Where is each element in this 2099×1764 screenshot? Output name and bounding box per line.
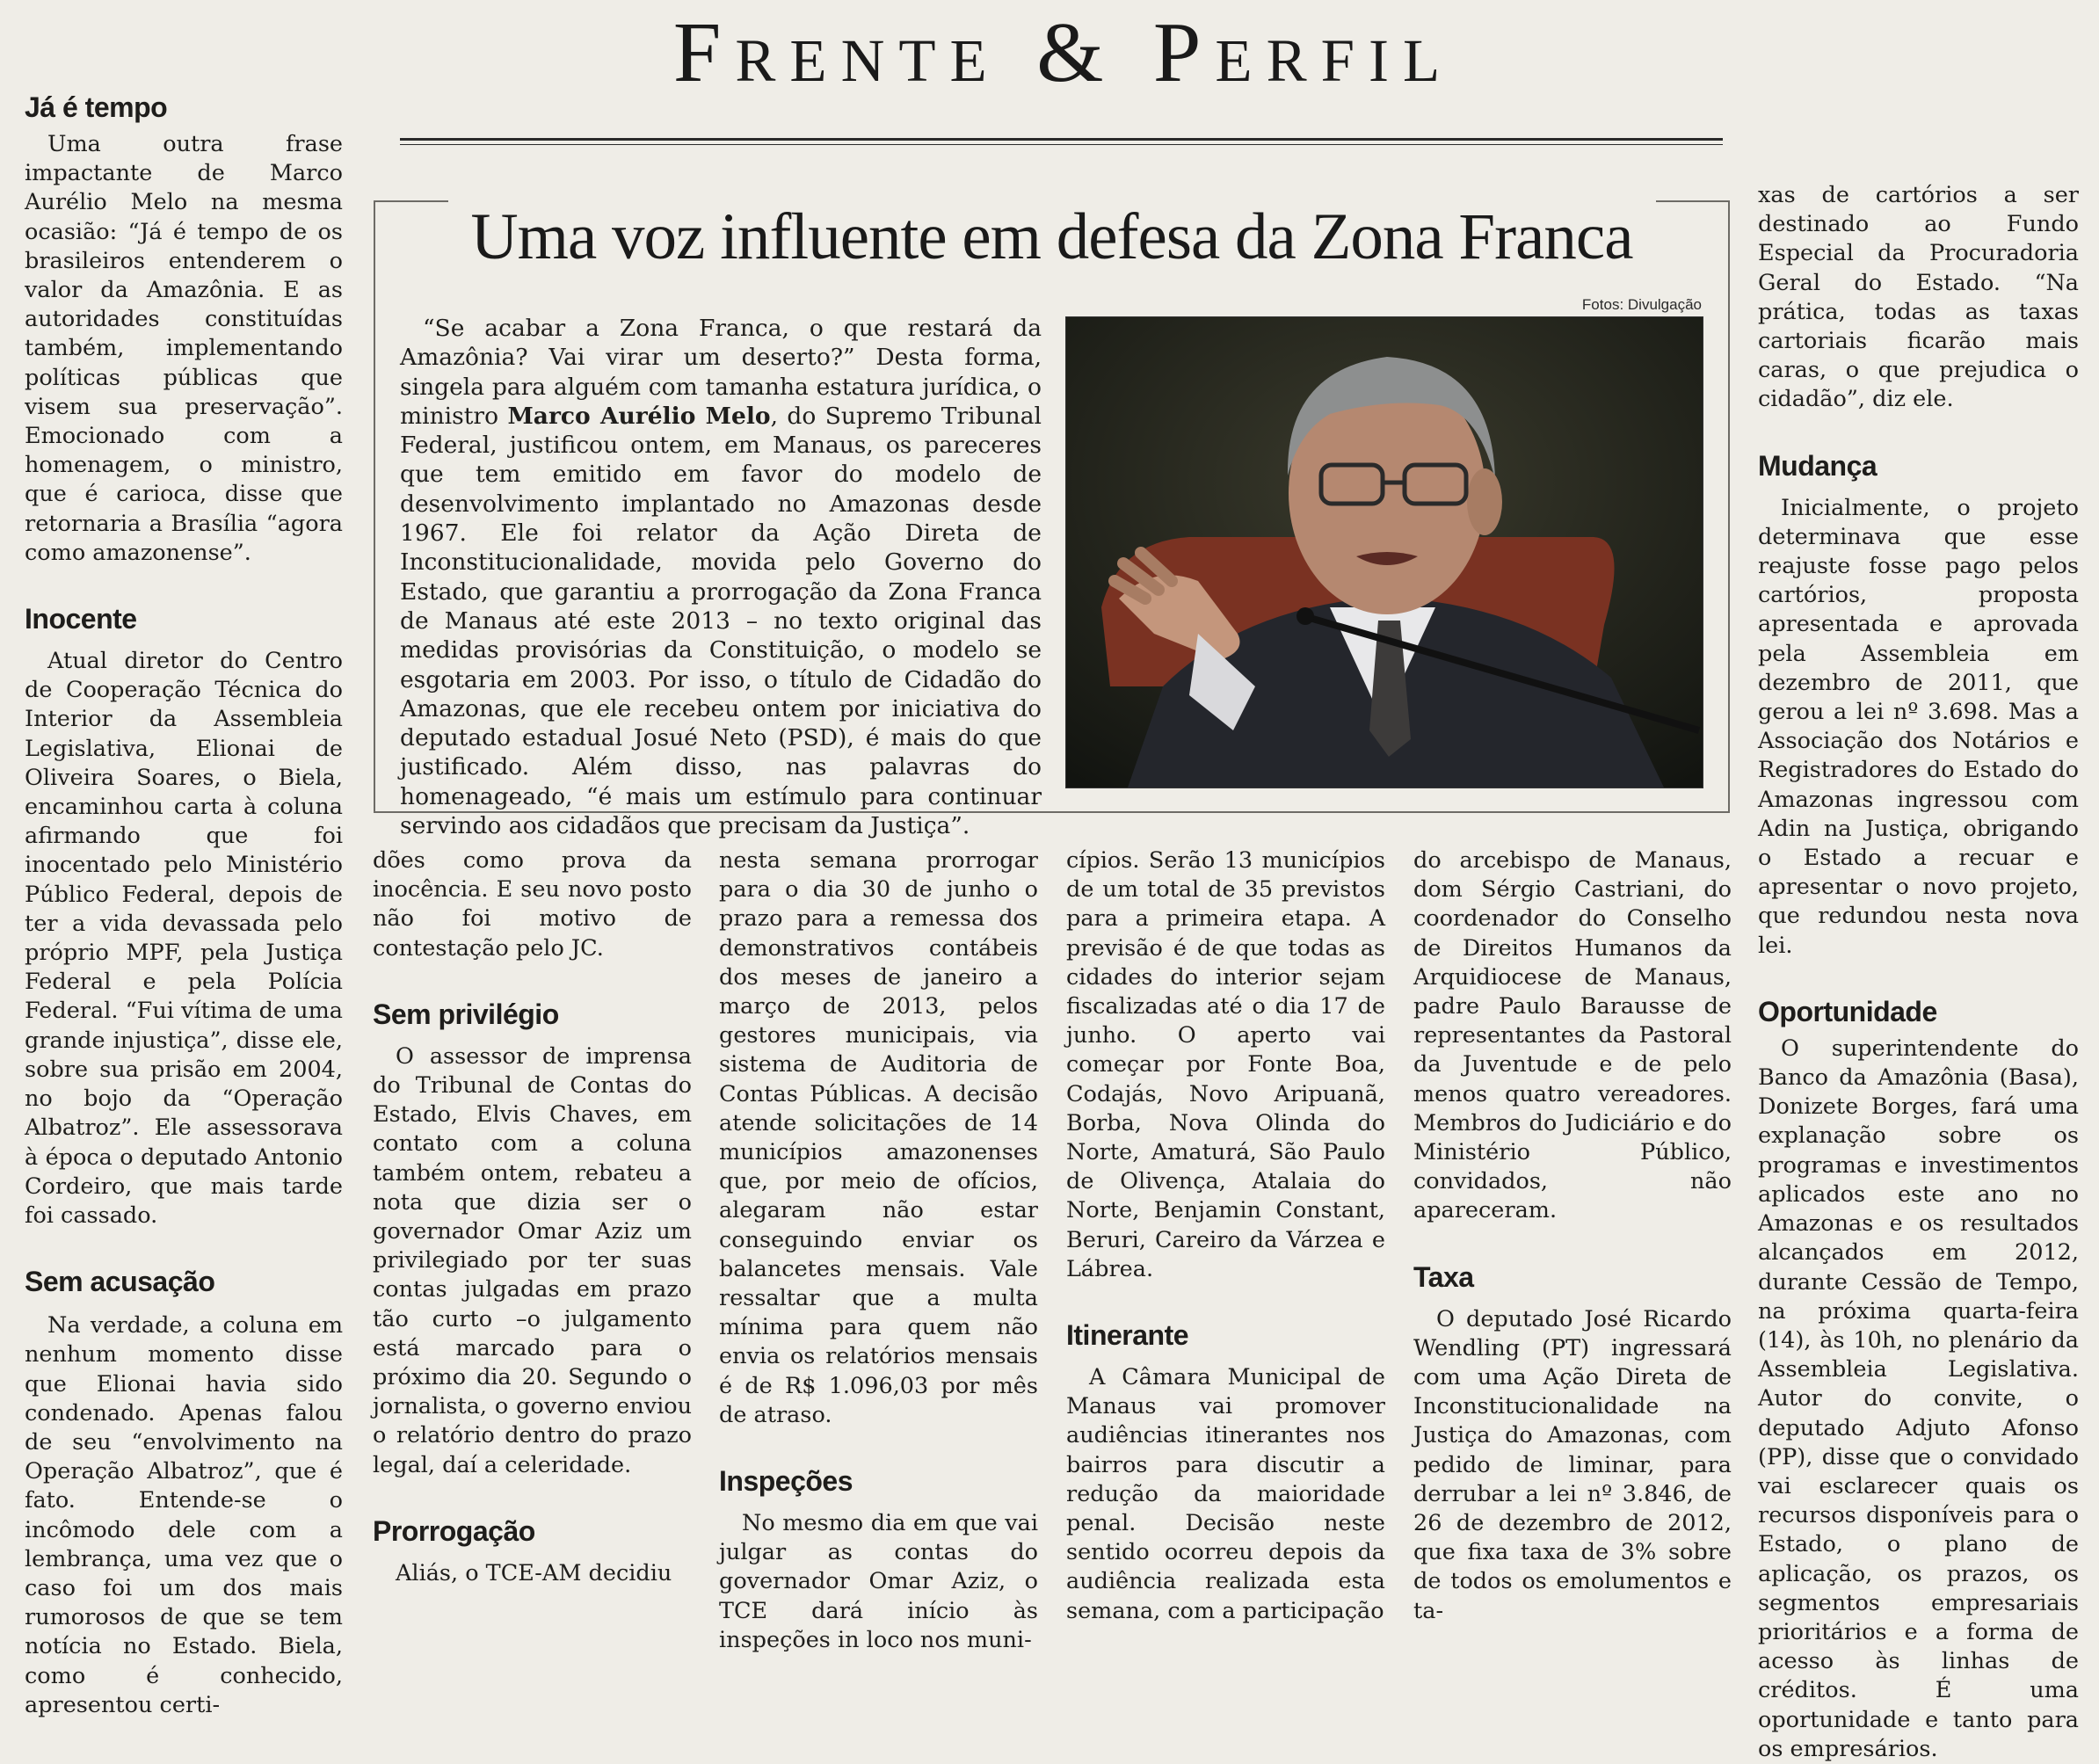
section-masthead: Frente & Perfil [672, 5, 1455, 100]
paragraph: cípios. Serão 13 municípios de um total de 35 previstos para a primeira etapa. A previsão é de que todas as cidades do interior sejam fiscalizadas até o dia 17 de junho. O aperto vai começar por Fonte Boa, Codajás, Novo Aripuanã, Borba, Nova Olinda do Norte, Amaturá, São Paulo de Olivença, Atalaia do Norte, Benjamin Constant, Beruri, Careiro da Várzea e Lábrea. [1066, 847, 1385, 1282]
subhead-mudanca: Mudança [1758, 449, 1877, 482]
paragraph: xas de cartórios a ser destinado ao Fundo Especial da Procuradoria Geral do Estado. “Na prática, todas as taxas cartoriais ficarão mais caras, o que prejudica o cidadão”, diz ele. [1758, 182, 2079, 413]
paragraph: do arcebispo de Manaus, dom Sérgio Castriani, do coordenador do Conselho de Direitos Humanos da Arquidiocese de Manaus, padre Paulo Barausse de representantes da Pastoral da Juventude e de pelo menos quatro vereadores. Membros do Judiciário e do Ministério Público, convidados, não apareceram. [1413, 847, 1732, 1224]
subhead-oportunidade: Oportunidade [1758, 995, 1937, 1027]
lead-name: Marco Aurélio Melo [507, 402, 771, 430]
header-rule-thin [400, 144, 1723, 145]
paragraph: No mesmo dia em que vai julgar as contas do governador Omar Aziz, o TCE dará início às inspeções in loco nos muni- [719, 1510, 1038, 1653]
right-column [1758, 181, 2079, 1764]
subhead-inspecoes: Inspeções [719, 1465, 853, 1498]
paragraph: nesta semana prorrogar para o dia 30 de junho o prazo para a remessa dos demonstrativos contábeis dos meses de janeiro a março de 2013, pelos gestores municipais, via sistema de Auditoria de Contas Públicas. A decisão atende solicitações de 14 municípios amazonenses que, por meio de ofícios, alegaram não estar conseguindo enviar os balancetes mensais. Vale ressaltar que a multa mínima para quem não envia os relatórios mensais é de R$ 1.096,03 por mês de atraso. [719, 847, 1038, 1428]
paragraph: A Câmara Municipal de Manaus vai promover audiências itinerantes nos bairros para discutir a redução da maioridade penal. Decisão neste sentido ocorreu depois da audiência realizada esta semana, com a participação [1066, 1364, 1385, 1624]
paragraph: Atual diretor do Centro de Cooperação Técnica do Interior da Assembleia Legislativa, Elionai de Oliveira Soares, o Biela, encaminhou carta à coluna afirmando que foi inocentado pelo Ministério Público Federal, depois de ter a vida devassada pelo próprio MPF, pela Justiça Federal e pela Polícia Federal. “Fui vítima de uma grande injustiça”, disse ele, sobre sua prisão em 2004, no bojo da “Operação Albatroz”. Ele assessorava à época o deputado Antonio Cordeiro, que mais tarde foi cassado. [25, 648, 343, 1229]
paragraph: O superintendente do Banco da Amazônia (Basa), Donizete Borges, fará uma explanação sobre os programas e investimentos aplicados este ano no Amazonas e os resultados alcançados em 2012, durante Cessão de Tempo, na próxima quarta-feira (14), às 10h, no plenário da Assembleia Legislativa. Autor do convite, o deputado Adjuto Afonso (PP), disse que o convidado vai esclarecer quais os recursos disponíveis para o Estado, o plano de aplicação, os prazos, os segmentos empresariais prioritários e a forma de acesso às linhas de créditos. É uma oportunidade e tanto para os empresários. [1758, 1034, 2079, 1762]
paragraph: O assessor de imprensa do Tribunal de Contas do Estado, Elvis Chaves, em contato com a coluna também ontem, rebateu a nota que dizia ser o governador Omar Aziz um privilegiado por ter suas contas julgadas em prazo tão curto –o julgamento está marcado para o próximo dia 20. Segundo o jornalista, o governo enviou o relatório dentro do prazo legal, daí a celeridade. [373, 1042, 692, 1478]
lead-article [400, 314, 1042, 840]
paragraph: Uma outra frase impactante de Marco Aurélio Melo na mesma ocasião: “Já é tempo de os brasileiros entenderem o valor da Amazônia. E as autoridades constituídas também, implementando políticas públicas que visem sua preservação”. Emocionado com a homenagem, o ministro, que é carioca, disse que retornaria a Brasília “agora como amazonense”. [25, 131, 343, 566]
paragraph: O deputado José Ricardo Wendling (PT) ingressará com uma Ação Direta de Inconstitucionalidade na Justiça do Amazonas, com pedido de liminar, para derrubar a lei nº 3.846, de 26 de dezembro de 2012, que fixa taxa de 3% sobre de todos os emolumentos e ta- [1413, 1305, 1732, 1624]
subhead-sem-acusacao: Sem acusação [25, 1266, 215, 1298]
paragraph: Inicialmente, o projeto determinava que esse reajuste fosse pago pelos cartórios, proposta apresentada e aprovada pela Assembleia em dezembro de 2011, que gerou a lei nº 3.698. Mas a Associação dos Notários e Registradores do Estado do Amazonas ingressou com Adin na Justiça, obrigando o Estado a recuar e apresentar o novo projeto, que redundou nesta nova lei. [1758, 494, 2079, 959]
subhead-taxa: Taxa [1413, 1260, 1474, 1293]
paragraph: Na verdade, a coluna em nenhum momento disse que Elionai havia sido condenado. Apenas falou de seu “envolvimento na Operação Albatroz”, que é fato. Entende-se o incômodo dele com a lembrança, uma vez que o caso foi um dos mais rumorosos de que se tem notícia no Estado. Biela, como é conhecido, apresentou certi- [25, 1312, 343, 1718]
header-rule [400, 138, 1723, 141]
feature-headline [374, 193, 1730, 281]
paragraph: dões como prova da inocência. E seu novo posto não foi motivo de contestação pelo JC. [373, 847, 692, 962]
subhead-ja-e-tempo: Já é tempo [25, 91, 168, 123]
subhead-prorrogacao: Prorrogação [373, 1514, 535, 1547]
subhead-inocente: Inocente [25, 603, 137, 635]
column-2 [719, 846, 1038, 1655]
left-column [25, 91, 343, 1720]
headline-text: Uma voz influente em defesa da Zona Franca [448, 200, 1656, 273]
column-3 [1066, 846, 1385, 1626]
lead-text-part2: , do Supremo Tribunal Federal, justificou ontem, em Manaus, os pareceres que tem emitido em favor do modelo de desenvolvimento implantado no Amazonas desde 1967. Ele foi relator da Ação Direta de Inconstitucionalidade, movida pelo Governo do Estado, que garantiu a prorrogação da Zona Franca de Manaus até este 2013 – no texto original das medidas provisórias da Constituição, o modelo se esgotaria em 2003. Por isso, o título de Cidadão do Amazonas, que ele recebeu ontem por iniciativa do deputado estadual Josué Neto (PSD), é mais do que justificado. Além disso, nas palavras do homenageado, “é mais um estímulo para continuar servindo aos cidadãos que precisam da Justiça”. [400, 402, 1042, 840]
paragraph: Aliás, o TCE-AM decidiu [396, 1559, 672, 1586]
photo-marco-aurelio [1065, 316, 1703, 788]
photo-credit: Fotos: Divulgação [1581, 296, 1702, 313]
subhead-sem-privilegio: Sem privilégio [373, 998, 559, 1030]
portrait-illustration [1066, 317, 1703, 788]
column-4 [1413, 846, 1732, 1626]
subhead-itinerante: Itinerante [1066, 1319, 1189, 1352]
column-1 [373, 846, 692, 1588]
lead-text-part1: “Se acabar a Zona Franca, o que restará da Amazônia? Vai virar um deserto?” Desta forma, singela para alguém com tamanha estatura jurídica, o ministro [400, 315, 1042, 430]
